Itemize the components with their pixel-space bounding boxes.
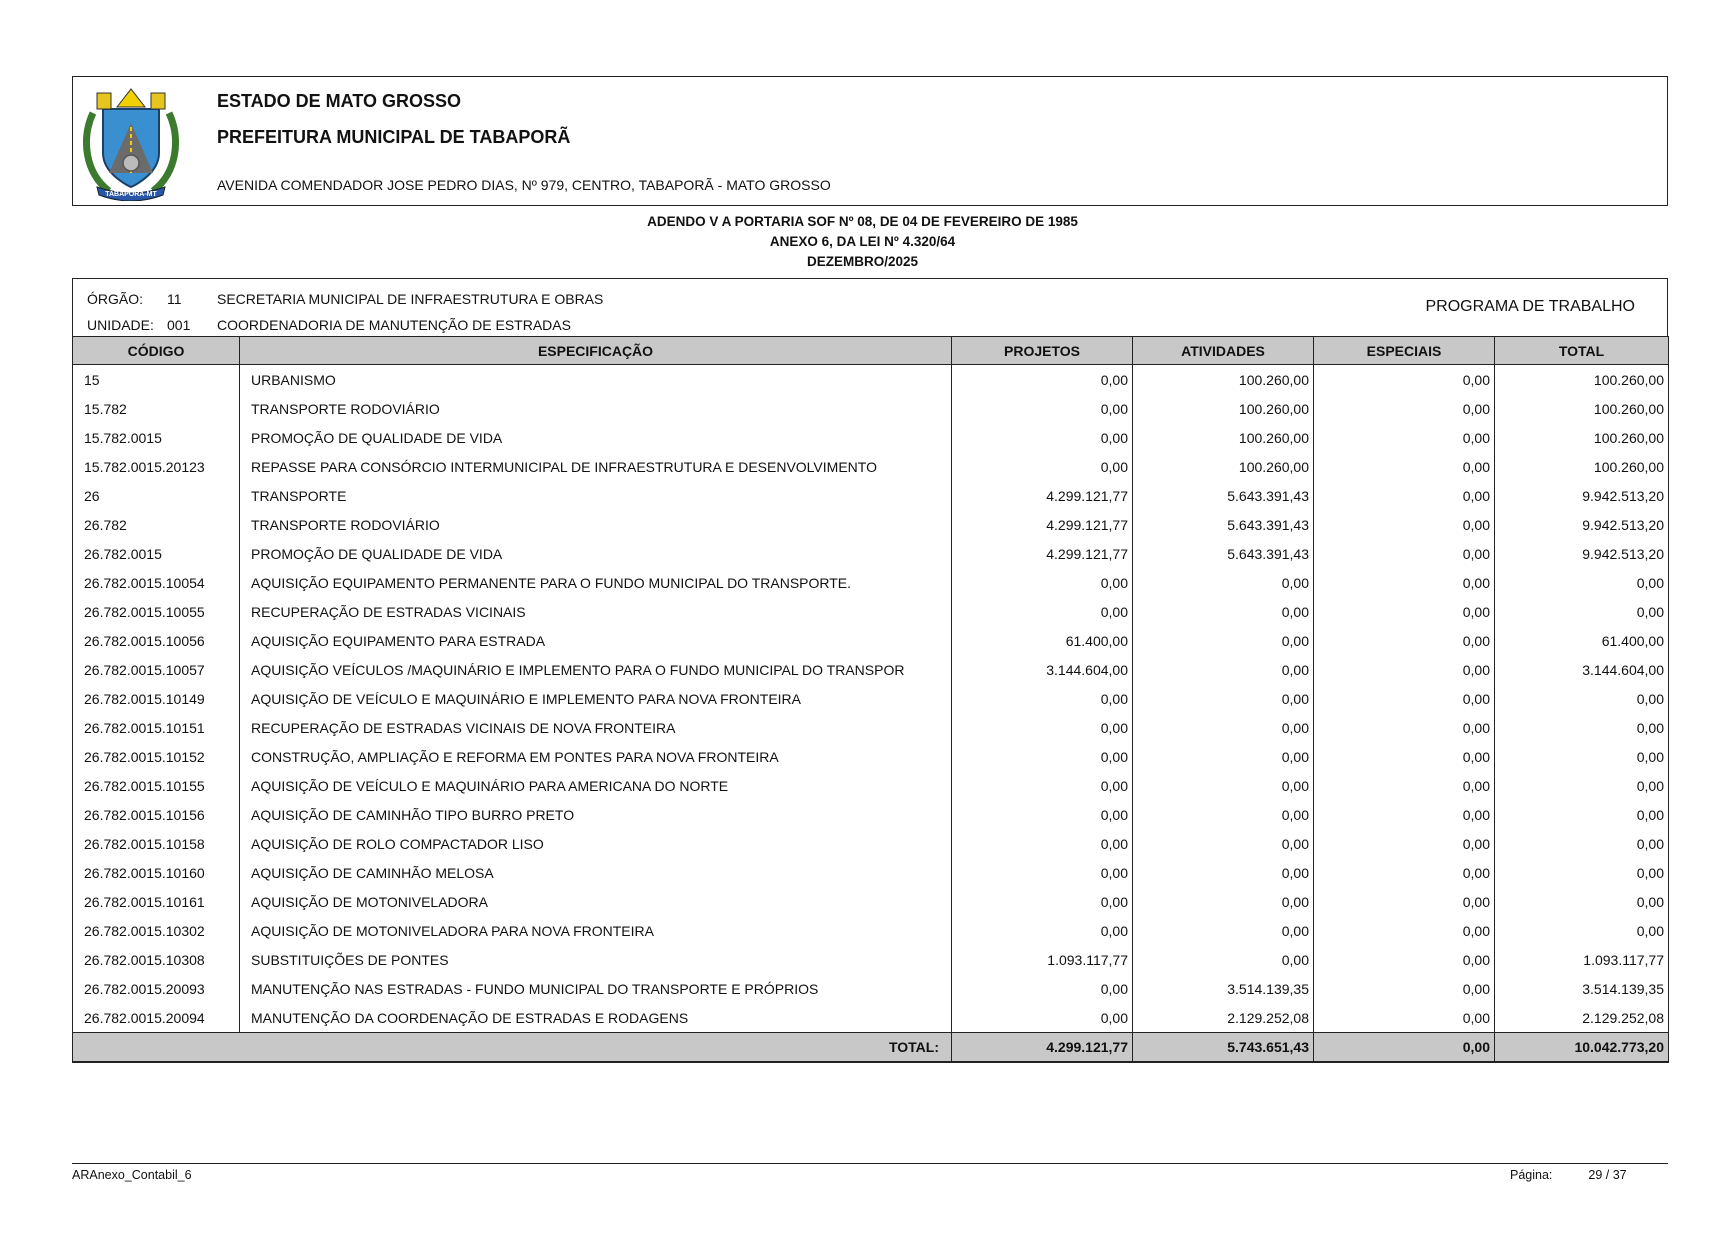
cell-atividades: 0,00 bbox=[1133, 568, 1314, 597]
cell-especificacao: CONSTRUÇÃO, AMPLIAÇÃO E REFORMA EM PONTES PARA NOVA FRONTEIRA bbox=[240, 742, 952, 771]
header-box bbox=[72, 76, 1668, 206]
col-header-especiais: ESPECIAIS bbox=[1314, 337, 1495, 365]
table-row bbox=[73, 481, 1669, 510]
cell-atividades: 100.260,00 bbox=[1133, 423, 1314, 452]
cell-especificacao: PROMOÇÃO DE QUALIDADE DE VIDA bbox=[240, 539, 952, 568]
cell-codigo: 26.782.0015.10156 bbox=[73, 800, 240, 829]
cell-especificacao: RECUPERAÇÃO DE ESTRADAS VICINAIS DE NOVA FRONTEIRA bbox=[240, 713, 952, 742]
cell-atividades: 5.643.391,43 bbox=[1133, 539, 1314, 568]
cell-especificacao: AQUISIÇÃO DE CAMINHÃO MELOSA bbox=[240, 858, 952, 887]
col-header-especificacao: ESPECIFICAÇÃO bbox=[240, 337, 952, 365]
cell-projetos: 0,00 bbox=[952, 771, 1133, 800]
orgao-label: ÓRGÃO: bbox=[87, 291, 144, 307]
col-header-codigo: CÓDIGO bbox=[73, 337, 240, 365]
total-especiais: 0,00 bbox=[1314, 1033, 1495, 1063]
cell-projetos: 0,00 bbox=[952, 684, 1133, 713]
cell-projetos: 0,00 bbox=[952, 1003, 1133, 1033]
table-row bbox=[73, 800, 1669, 829]
cell-total: 1.093.117,77 bbox=[1495, 945, 1669, 974]
report-name: ARAnexo_Contabil_6 bbox=[72, 1168, 192, 1182]
cell-especiais: 0,00 bbox=[1314, 858, 1495, 887]
cell-projetos: 0,00 bbox=[952, 974, 1133, 1003]
cell-total: 61.400,00 bbox=[1495, 626, 1669, 655]
address: AVENIDA COMENDADOR JOSE PEDRO DIAS, Nº 979, CENTRO, TABAPORÃ - MATO GROSSO bbox=[217, 177, 831, 193]
cell-total: 0,00 bbox=[1495, 887, 1669, 916]
cell-total: 100.260,00 bbox=[1495, 452, 1669, 481]
cell-codigo: 26.782.0015.10308 bbox=[73, 945, 240, 974]
cell-codigo: 26.782.0015.20093 bbox=[73, 974, 240, 1003]
cell-projetos: 0,00 bbox=[952, 829, 1133, 858]
cell-atividades: 0,00 bbox=[1133, 800, 1314, 829]
table-row bbox=[73, 568, 1669, 597]
table-row bbox=[73, 1003, 1669, 1033]
cell-projetos: 0,00 bbox=[952, 713, 1133, 742]
cell-especificacao: REPASSE PARA CONSÓRCIO INTERMUNICIPAL DE INFRAESTRUTURA E DESENVOLVIMENTO bbox=[240, 452, 952, 481]
cell-total: 0,00 bbox=[1495, 916, 1669, 945]
cell-codigo: 26.782.0015.10155 bbox=[73, 771, 240, 800]
prefeitura-name: PREFEITURA MUNICIPAL DE TABAPORÃ bbox=[217, 127, 571, 147]
cell-atividades: 0,00 bbox=[1133, 829, 1314, 858]
cell-especificacao: MANUTENÇÃO NAS ESTRADAS - FUNDO MUNICIPAL DO TRANSPORTE E PRÓPRIOS bbox=[240, 974, 952, 1003]
report-titles bbox=[0, 212, 1725, 272]
cell-codigo: 15.782.0015 bbox=[73, 423, 240, 452]
table-row bbox=[73, 974, 1669, 1003]
table-row bbox=[73, 423, 1669, 452]
title-line-3: DEZEMBRO/2025 bbox=[806, 254, 919, 269]
table-row bbox=[73, 626, 1669, 655]
cell-especiais: 0,00 bbox=[1314, 800, 1495, 829]
cell-especificacao: TRANSPORTE RODOVIÁRIO bbox=[240, 510, 952, 539]
cell-codigo: 15.782.0015.20123 bbox=[73, 452, 240, 481]
cell-projetos: 1.093.117,77 bbox=[952, 945, 1133, 974]
table-row bbox=[73, 597, 1669, 626]
cell-projetos: 4.299.121,77 bbox=[952, 539, 1133, 568]
cell-total: 100.260,00 bbox=[1495, 423, 1669, 452]
cell-especificacao: AQUISIÇÃO DE MOTONIVELADORA bbox=[240, 887, 952, 916]
cell-codigo: 26.782.0015.20094 bbox=[73, 1003, 240, 1033]
table-row bbox=[73, 510, 1669, 539]
cell-total: 100.260,00 bbox=[1495, 394, 1669, 423]
cell-especiais: 0,00 bbox=[1314, 539, 1495, 568]
title-line-2: ANEXO 6, DA LEI Nº 4.320/64 bbox=[769, 234, 956, 249]
cell-atividades: 5.643.391,43 bbox=[1133, 510, 1314, 539]
cell-projetos: 0,00 bbox=[952, 887, 1133, 916]
cell-especiais: 0,00 bbox=[1314, 771, 1495, 800]
cell-atividades: 0,00 bbox=[1133, 945, 1314, 974]
cell-total: 0,00 bbox=[1495, 713, 1669, 742]
meta-box bbox=[72, 278, 1668, 336]
table-row bbox=[73, 539, 1669, 568]
page-value: 29 / 37 bbox=[1588, 1168, 1627, 1182]
cell-atividades: 100.260,00 bbox=[1133, 365, 1314, 395]
cell-especiais: 0,00 bbox=[1314, 452, 1495, 481]
cell-codigo: 26.782.0015.10151 bbox=[73, 713, 240, 742]
cell-especiais: 0,00 bbox=[1314, 1003, 1495, 1033]
orgao-row bbox=[87, 291, 603, 307]
cell-especificacao: AQUISIÇÃO EQUIPAMENTO PERMANENTE PARA O FUNDO MUNICIPAL DO TRANSPORTE. bbox=[240, 568, 952, 597]
cell-total: 2.129.252,08 bbox=[1495, 1003, 1669, 1033]
cell-total: 0,00 bbox=[1495, 597, 1669, 626]
table-row bbox=[73, 655, 1669, 684]
cell-projetos: 61.400,00 bbox=[952, 626, 1133, 655]
cell-codigo: 26.782.0015.10054 bbox=[73, 568, 240, 597]
col-header-atividades: ATIVIDADES bbox=[1133, 337, 1314, 365]
cell-total: 0,00 bbox=[1495, 568, 1669, 597]
programa-trabalho-table bbox=[72, 336, 1669, 1063]
programa-label: PROGRAMA DE TRABALHO bbox=[1425, 298, 1635, 315]
cell-codigo: 26.782.0015.10152 bbox=[73, 742, 240, 771]
cell-projetos: 0,00 bbox=[952, 800, 1133, 829]
cell-atividades: 2.129.252,08 bbox=[1133, 1003, 1314, 1033]
cell-especificacao: AQUISIÇÃO DE VEÍCULO E MAQUINÁRIO E IMPLEMENTO PARA NOVA FRONTEIRA bbox=[240, 684, 952, 713]
cell-projetos: 0,00 bbox=[952, 394, 1133, 423]
page-indicator bbox=[1510, 1168, 1627, 1182]
cell-atividades: 0,00 bbox=[1133, 742, 1314, 771]
cell-especiais: 0,00 bbox=[1314, 481, 1495, 510]
cell-especiais: 0,00 bbox=[1314, 974, 1495, 1003]
table-row bbox=[73, 887, 1669, 916]
unidade-label: UNIDADE: bbox=[87, 317, 154, 333]
cell-especificacao: AQUISIÇÃO EQUIPAMENTO PARA ESTRADA bbox=[240, 626, 952, 655]
cell-codigo: 26.782.0015.10149 bbox=[73, 684, 240, 713]
table-row bbox=[73, 916, 1669, 945]
cell-especiais: 0,00 bbox=[1314, 510, 1495, 539]
cell-atividades: 3.514.139,35 bbox=[1133, 974, 1314, 1003]
cell-total: 0,00 bbox=[1495, 771, 1669, 800]
cell-especificacao: TRANSPORTE bbox=[240, 481, 952, 510]
cell-especiais: 0,00 bbox=[1314, 887, 1495, 916]
cell-especificacao: AQUISIÇÃO DE MOTONIVELADORA PARA NOVA FRONTEIRA bbox=[240, 916, 952, 945]
table-row bbox=[73, 829, 1669, 858]
cell-especificacao: TRANSPORTE RODOVIÁRIO bbox=[240, 394, 952, 423]
cell-especiais: 0,00 bbox=[1314, 829, 1495, 858]
total-atividades: 5.743.651,43 bbox=[1133, 1033, 1314, 1063]
cell-codigo: 26 bbox=[73, 481, 240, 510]
orgao-code: 11 bbox=[167, 291, 182, 307]
cell-projetos: 3.144.604,00 bbox=[952, 655, 1133, 684]
cell-codigo: 26.782 bbox=[73, 510, 240, 539]
cell-atividades: 0,00 bbox=[1133, 887, 1314, 916]
cell-especiais: 0,00 bbox=[1314, 394, 1495, 423]
cell-projetos: 0,00 bbox=[952, 568, 1133, 597]
cell-codigo: 15 bbox=[73, 365, 240, 395]
logo-banner-text: TABAPORÃ-MT bbox=[105, 191, 157, 198]
cell-total: 3.144.604,00 bbox=[1495, 655, 1669, 684]
cell-total: 0,00 bbox=[1495, 829, 1669, 858]
cell-especiais: 0,00 bbox=[1314, 916, 1495, 945]
cell-total: 3.514.139,35 bbox=[1495, 974, 1669, 1003]
cell-projetos: 4.299.121,77 bbox=[952, 481, 1133, 510]
table-row bbox=[73, 365, 1669, 395]
cell-projetos: 0,00 bbox=[952, 742, 1133, 771]
cell-codigo: 26.782.0015.10302 bbox=[73, 916, 240, 945]
total-label: TOTAL: bbox=[73, 1033, 952, 1063]
cell-atividades: 5.643.391,43 bbox=[1133, 481, 1314, 510]
cell-especificacao: MANUTENÇÃO DA COORDENAÇÃO DE ESTRADAS E RODAGENS bbox=[240, 1003, 952, 1033]
table-row bbox=[73, 713, 1669, 742]
cell-projetos: 0,00 bbox=[952, 916, 1133, 945]
cell-total: 0,00 bbox=[1495, 800, 1669, 829]
cell-atividades: 0,00 bbox=[1133, 858, 1314, 887]
cell-projetos: 4.299.121,77 bbox=[952, 510, 1133, 539]
cell-projetos: 0,00 bbox=[952, 365, 1133, 395]
cell-codigo: 15.782 bbox=[73, 394, 240, 423]
cell-codigo: 26.782.0015.10056 bbox=[73, 626, 240, 655]
cell-total: 9.942.513,20 bbox=[1495, 539, 1669, 568]
cell-atividades: 100.260,00 bbox=[1133, 452, 1314, 481]
cell-especificacao: AQUISIÇÃO DE CAMINHÃO TIPO BURRO PRETO bbox=[240, 800, 952, 829]
cell-atividades: 0,00 bbox=[1133, 626, 1314, 655]
cell-codigo: 26.782.0015.10161 bbox=[73, 887, 240, 916]
cell-especificacao: AQUISIÇÃO DE ROLO COMPACTADOR LISO bbox=[240, 829, 952, 858]
cell-especiais: 0,00 bbox=[1314, 713, 1495, 742]
cell-especiais: 0,00 bbox=[1314, 945, 1495, 974]
cell-total: 0,00 bbox=[1495, 684, 1669, 713]
table-row bbox=[73, 858, 1669, 887]
table-header-row bbox=[73, 337, 1669, 365]
cell-especificacao: RECUPERAÇÃO DE ESTRADAS VICINAIS bbox=[240, 597, 952, 626]
cell-atividades: 0,00 bbox=[1133, 597, 1314, 626]
cell-especiais: 0,00 bbox=[1314, 684, 1495, 713]
page-label: Página: bbox=[1510, 1168, 1553, 1182]
unidade-row bbox=[87, 317, 571, 333]
cell-especiais: 0,00 bbox=[1314, 742, 1495, 771]
cell-projetos: 0,00 bbox=[952, 452, 1133, 481]
state-name: ESTADO DE MATO GROSSO bbox=[217, 91, 462, 111]
cell-total: 9.942.513,20 bbox=[1495, 510, 1669, 539]
orgao-name: SECRETARIA MUNICIPAL DE INFRAESTRUTURA E OBRAS bbox=[217, 291, 604, 307]
table-row bbox=[73, 742, 1669, 771]
total-projetos: 4.299.121,77 bbox=[952, 1033, 1133, 1063]
cell-especiais: 0,00 bbox=[1314, 655, 1495, 684]
cell-especificacao: PROMOÇÃO DE QUALIDADE DE VIDA bbox=[240, 423, 952, 452]
cell-projetos: 0,00 bbox=[952, 858, 1133, 887]
cell-especiais: 0,00 bbox=[1314, 423, 1495, 452]
cell-atividades: 0,00 bbox=[1133, 684, 1314, 713]
col-header-projetos: PROJETOS bbox=[952, 337, 1133, 365]
title-line-1: ADENDO V A PORTARIA SOF Nº 08, DE 04 DE FEVEREIRO DE 1985 bbox=[647, 214, 1078, 229]
cell-atividades: 0,00 bbox=[1133, 916, 1314, 945]
cell-especificacao: AQUISIÇÃO DE VEÍCULO E MAQUINÁRIO PARA AMERICANA DO NORTE bbox=[240, 771, 952, 800]
cell-especificacao: SUBSTITUIÇÕES DE PONTES bbox=[240, 945, 952, 974]
total-row bbox=[73, 1033, 1669, 1063]
cell-atividades: 0,00 bbox=[1133, 655, 1314, 684]
cell-codigo: 26.782.0015.10160 bbox=[73, 858, 240, 887]
cell-especiais: 0,00 bbox=[1314, 568, 1495, 597]
col-header-total: TOTAL bbox=[1495, 337, 1669, 365]
cell-projetos: 0,00 bbox=[952, 597, 1133, 626]
cell-total: 0,00 bbox=[1495, 742, 1669, 771]
table-row bbox=[73, 771, 1669, 800]
cell-especiais: 0,00 bbox=[1314, 365, 1495, 395]
cell-total: 100.260,00 bbox=[1495, 365, 1669, 395]
cell-total: 9.942.513,20 bbox=[1495, 481, 1669, 510]
total-total: 10.042.773,20 bbox=[1495, 1033, 1669, 1063]
cell-especiais: 0,00 bbox=[1314, 597, 1495, 626]
footer-divider bbox=[72, 1163, 1668, 1164]
cell-especificacao: URBANISMO bbox=[240, 365, 952, 395]
table-row bbox=[73, 945, 1669, 974]
unidade-code: 001 bbox=[167, 317, 191, 333]
cell-atividades: 0,00 bbox=[1133, 713, 1314, 742]
table-row bbox=[73, 394, 1669, 423]
cell-total: 0,00 bbox=[1495, 858, 1669, 887]
cell-especiais: 0,00 bbox=[1314, 626, 1495, 655]
cell-codigo: 26.782.0015.10158 bbox=[73, 829, 240, 858]
table-row bbox=[73, 452, 1669, 481]
unidade-name: COORDENADORIA DE MANUTENÇÃO DE ESTRADAS bbox=[217, 317, 571, 333]
cell-atividades: 100.260,00 bbox=[1133, 394, 1314, 423]
cell-codigo: 26.782.0015.10055 bbox=[73, 597, 240, 626]
cell-codigo: 26.782.0015.10057 bbox=[73, 655, 240, 684]
cell-projetos: 0,00 bbox=[952, 423, 1133, 452]
cell-especificacao: AQUISIÇÃO VEÍCULOS /MAQUINÁRIO E IMPLEMENTO PARA O FUNDO MUNICIPAL DO TRANSPOR bbox=[240, 655, 952, 684]
table-row bbox=[73, 684, 1669, 713]
cell-atividades: 0,00 bbox=[1133, 771, 1314, 800]
coat-of-arms-logo bbox=[79, 83, 183, 201]
cell-codigo: 26.782.0015 bbox=[73, 539, 240, 568]
